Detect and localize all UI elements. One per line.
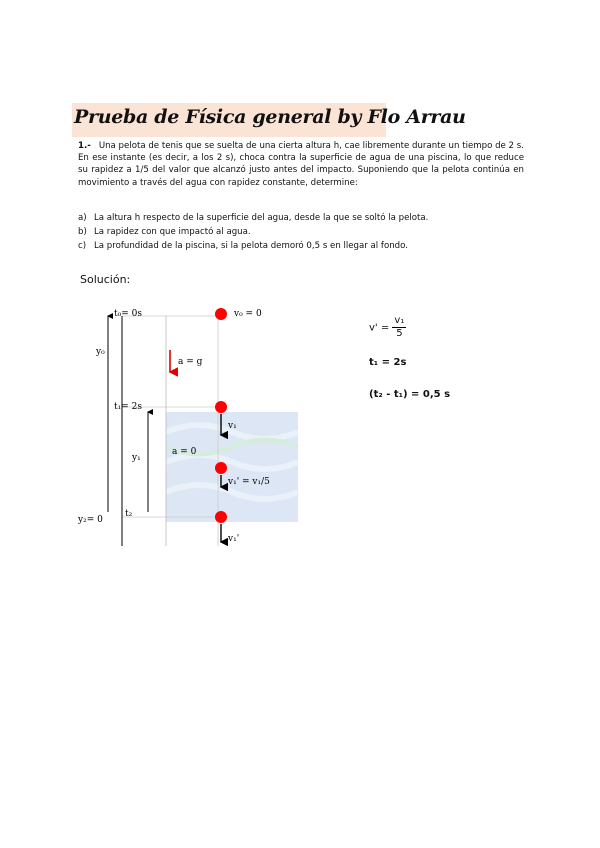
v0-label: v₀ = 0 <box>234 309 262 319</box>
t2-label: t₂ <box>125 509 133 519</box>
y1-label: y₁ <box>132 453 141 463</box>
motion-diagram <box>78 302 308 550</box>
problem-number: 1.- <box>78 141 91 151</box>
question-item: c) La profundidad de la piscina, si la pelota demoró 0,5 s en llegar al fondo. <box>78 241 408 251</box>
v1-label: v₁ <box>228 421 237 431</box>
ball-t1 <box>215 401 227 413</box>
problem-text: Una pelota de tenis que se suelta de una cierta altura h, cae libremente durante un tiempo de 2 s. En ese instante (es decir, a los 2 s), choca contra la superficie de agua de una piscina, lo que reduce su rapidez a 1/5 del valor que alcanzó justo antes del impacto. Suponiendo que la pelota continúa en movimiento a través del agua con rapidez constante, determine: <box>78 141 524 188</box>
ball-in-water <box>215 462 227 474</box>
page-title: Prueba de Física general by Flo Arrau <box>74 106 466 128</box>
question-item: a) La altura h respecto de la superficie del agua, desde la que se soltó la pelota. <box>78 213 429 223</box>
question-item: b) La rapidez con que impactó al agua. <box>78 227 251 237</box>
a-g-label: a = g <box>178 357 203 367</box>
t1-equation: t₁ = 2s <box>369 357 407 368</box>
ball-bottom <box>215 511 227 523</box>
t1-label: t₁= 2s <box>114 402 142 412</box>
v1p-label: v₁' = v₁/5 <box>228 477 270 487</box>
dt-equation: (t₂ - t₁) = 0,5 s <box>369 389 451 400</box>
y2-label: y₂= 0 <box>78 515 103 525</box>
t0-label: t₀= 0s <box>114 309 142 319</box>
v1b-label: v₁' <box>228 534 240 544</box>
vprime-equation: v' = $\frac{\text{v₁}}{5}$ <box>369 315 405 339</box>
problem-statement <box>78 140 524 189</box>
question-list <box>78 211 524 253</box>
a-zero-label: a = 0 <box>172 447 197 457</box>
ball-t0 <box>215 308 227 320</box>
y0-label: y₀ <box>96 347 105 357</box>
solution-heading: Solución: <box>80 273 131 286</box>
